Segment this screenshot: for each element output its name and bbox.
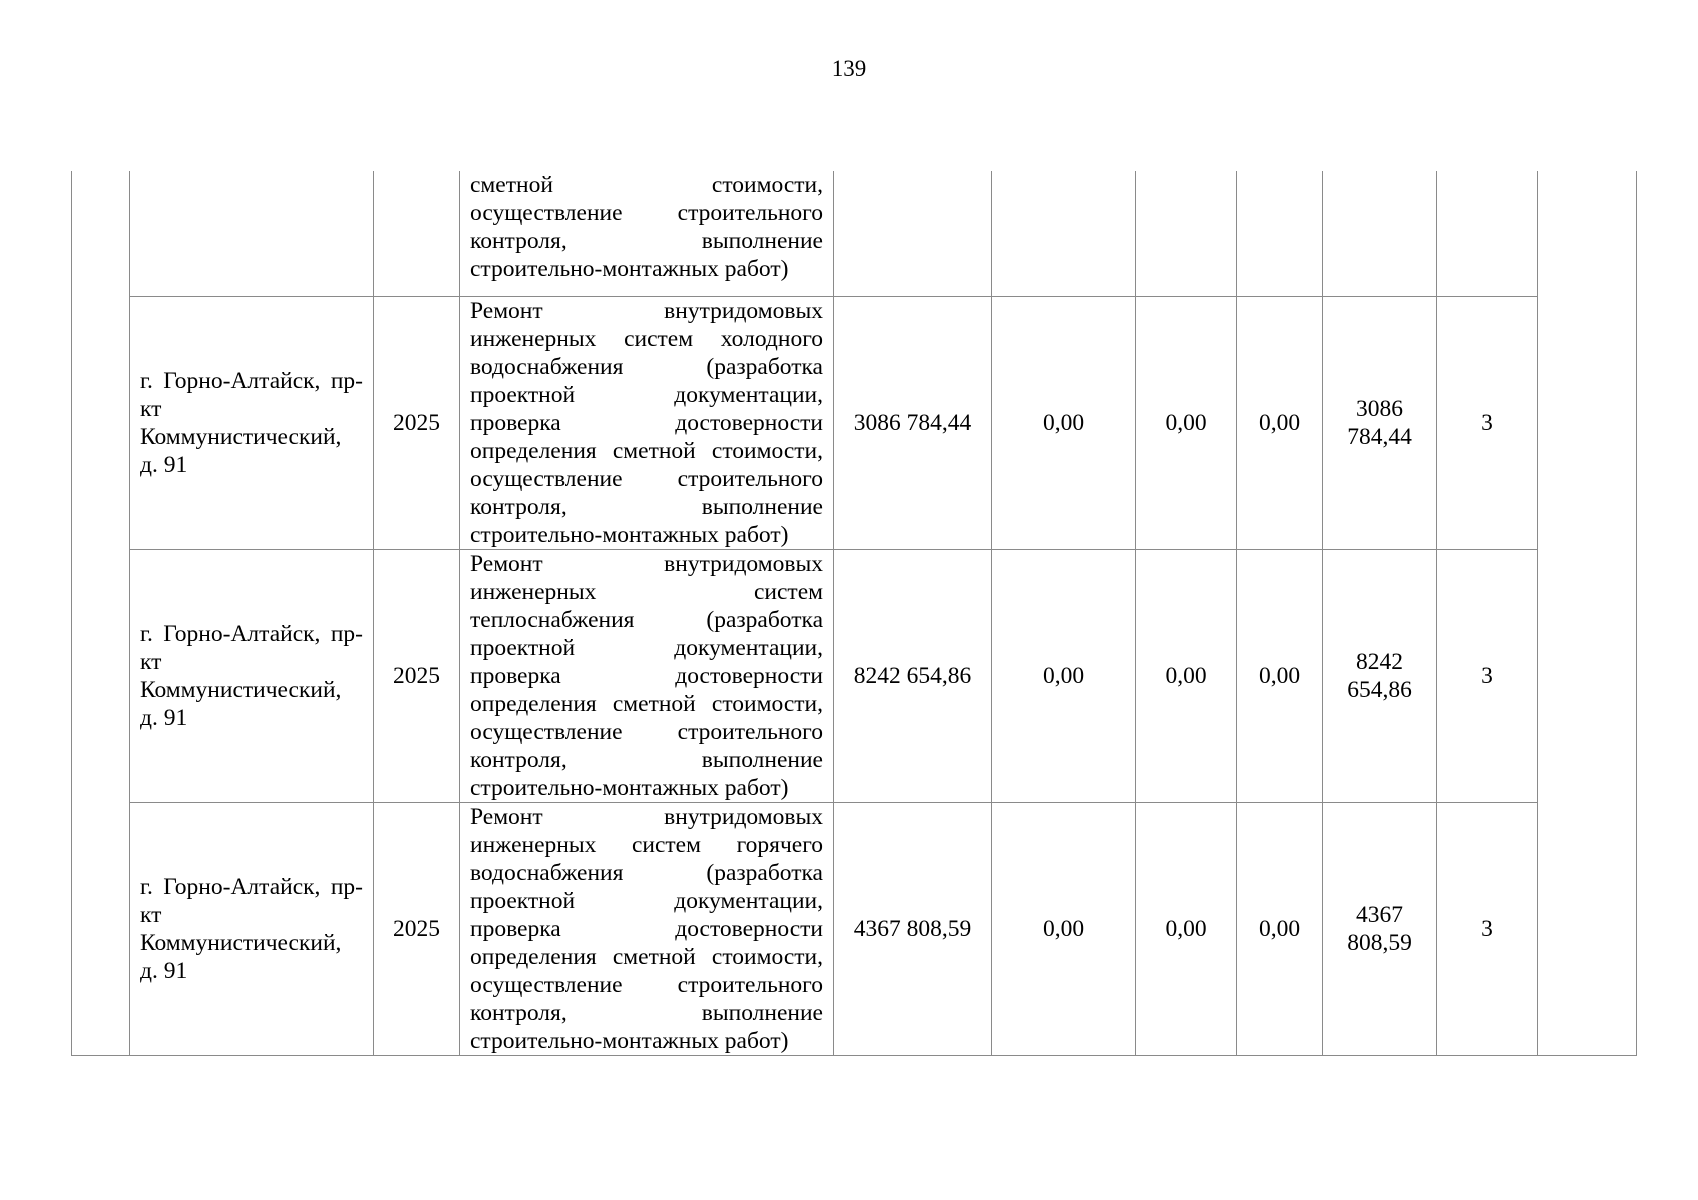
description-cell: Ремонт внутридомовых инженерных систем холодного водоснабжения (разработка проектной документации, проверка достоверности определения сметной стоимости, осуществление строительного контроля, выполнение строительно-монтажных работ) bbox=[460, 297, 834, 550]
address-cell: г. Горно-Алтайск, пр-кт Коммунистический, д. 91 bbox=[130, 803, 374, 1056]
address-cell: г. Горно-Алтайск, пр-кт Коммунистический, д. 91 bbox=[130, 550, 374, 803]
table-row bbox=[72, 297, 1637, 550]
table-row-continuation bbox=[72, 171, 1637, 297]
table-row bbox=[72, 803, 1637, 1056]
value-cell bbox=[1237, 171, 1323, 297]
value-cell: 0,00 bbox=[992, 550, 1136, 803]
value-cell: 0,00 bbox=[992, 803, 1136, 1056]
works-table bbox=[71, 171, 1637, 1056]
value-cell bbox=[992, 171, 1136, 297]
value-cell: 0,00 bbox=[1136, 550, 1237, 803]
total-cost-cell: 4367 808,59 bbox=[834, 803, 992, 1056]
year-cell: 2025 bbox=[374, 297, 460, 550]
description-cell: сметной стоимости, осуществление строительного контроля, выполнение строительно-монтажных работ) bbox=[460, 171, 834, 297]
value-cell: 0,00 bbox=[1237, 550, 1323, 803]
year-cell: 2025 bbox=[374, 550, 460, 803]
outer-left-cell bbox=[72, 171, 130, 1056]
code-cell: 3 bbox=[1437, 550, 1538, 803]
total-cost-cell: 8242 654,86 bbox=[834, 550, 992, 803]
total-cost-cell: 3086 784,44 bbox=[834, 297, 992, 550]
page-number: 139 bbox=[831, 56, 867, 81]
outer-right-cell bbox=[1538, 171, 1637, 1056]
code-cell: 3 bbox=[1437, 297, 1538, 550]
value-cell: 0,00 bbox=[1237, 297, 1323, 550]
address-cell bbox=[130, 171, 374, 297]
sum-cell: 4367 808,59 bbox=[1323, 803, 1437, 1056]
value-cell: 0,00 bbox=[1237, 803, 1323, 1056]
description-cell: Ремонт внутридомовых инженерных систем теплоснабжения (разработка проектной документации, проверка достоверности определения сметной стоимости, осуществление строительного контроля, выполнение строительно-монтажных работ) bbox=[460, 550, 834, 803]
total-cost-cell bbox=[834, 171, 992, 297]
year-cell: 2025 bbox=[374, 803, 460, 1056]
address-cell: г. Горно-Алтайск, пр-кт Коммунистический, д. 91 bbox=[130, 297, 374, 550]
code-cell: 3 bbox=[1437, 803, 1538, 1056]
value-cell: 0,00 bbox=[1136, 803, 1237, 1056]
table-row bbox=[72, 550, 1637, 803]
description-cell: Ремонт внутридомовых инженерных систем горячего водоснабжения (разработка проектной документации, проверка достоверности определения сметной стоимости, осуществление строительного контроля, выполнение строительно-монтажных работ) bbox=[460, 803, 834, 1056]
value-cell: 0,00 bbox=[992, 297, 1136, 550]
year-cell bbox=[374, 171, 460, 297]
value-cell bbox=[1323, 171, 1437, 297]
value-cell bbox=[1136, 171, 1237, 297]
sum-cell: 8242 654,86 bbox=[1323, 550, 1437, 803]
value-cell: 0,00 bbox=[1136, 297, 1237, 550]
value-cell bbox=[1437, 171, 1538, 297]
sum-cell: 3086 784,44 bbox=[1323, 297, 1437, 550]
